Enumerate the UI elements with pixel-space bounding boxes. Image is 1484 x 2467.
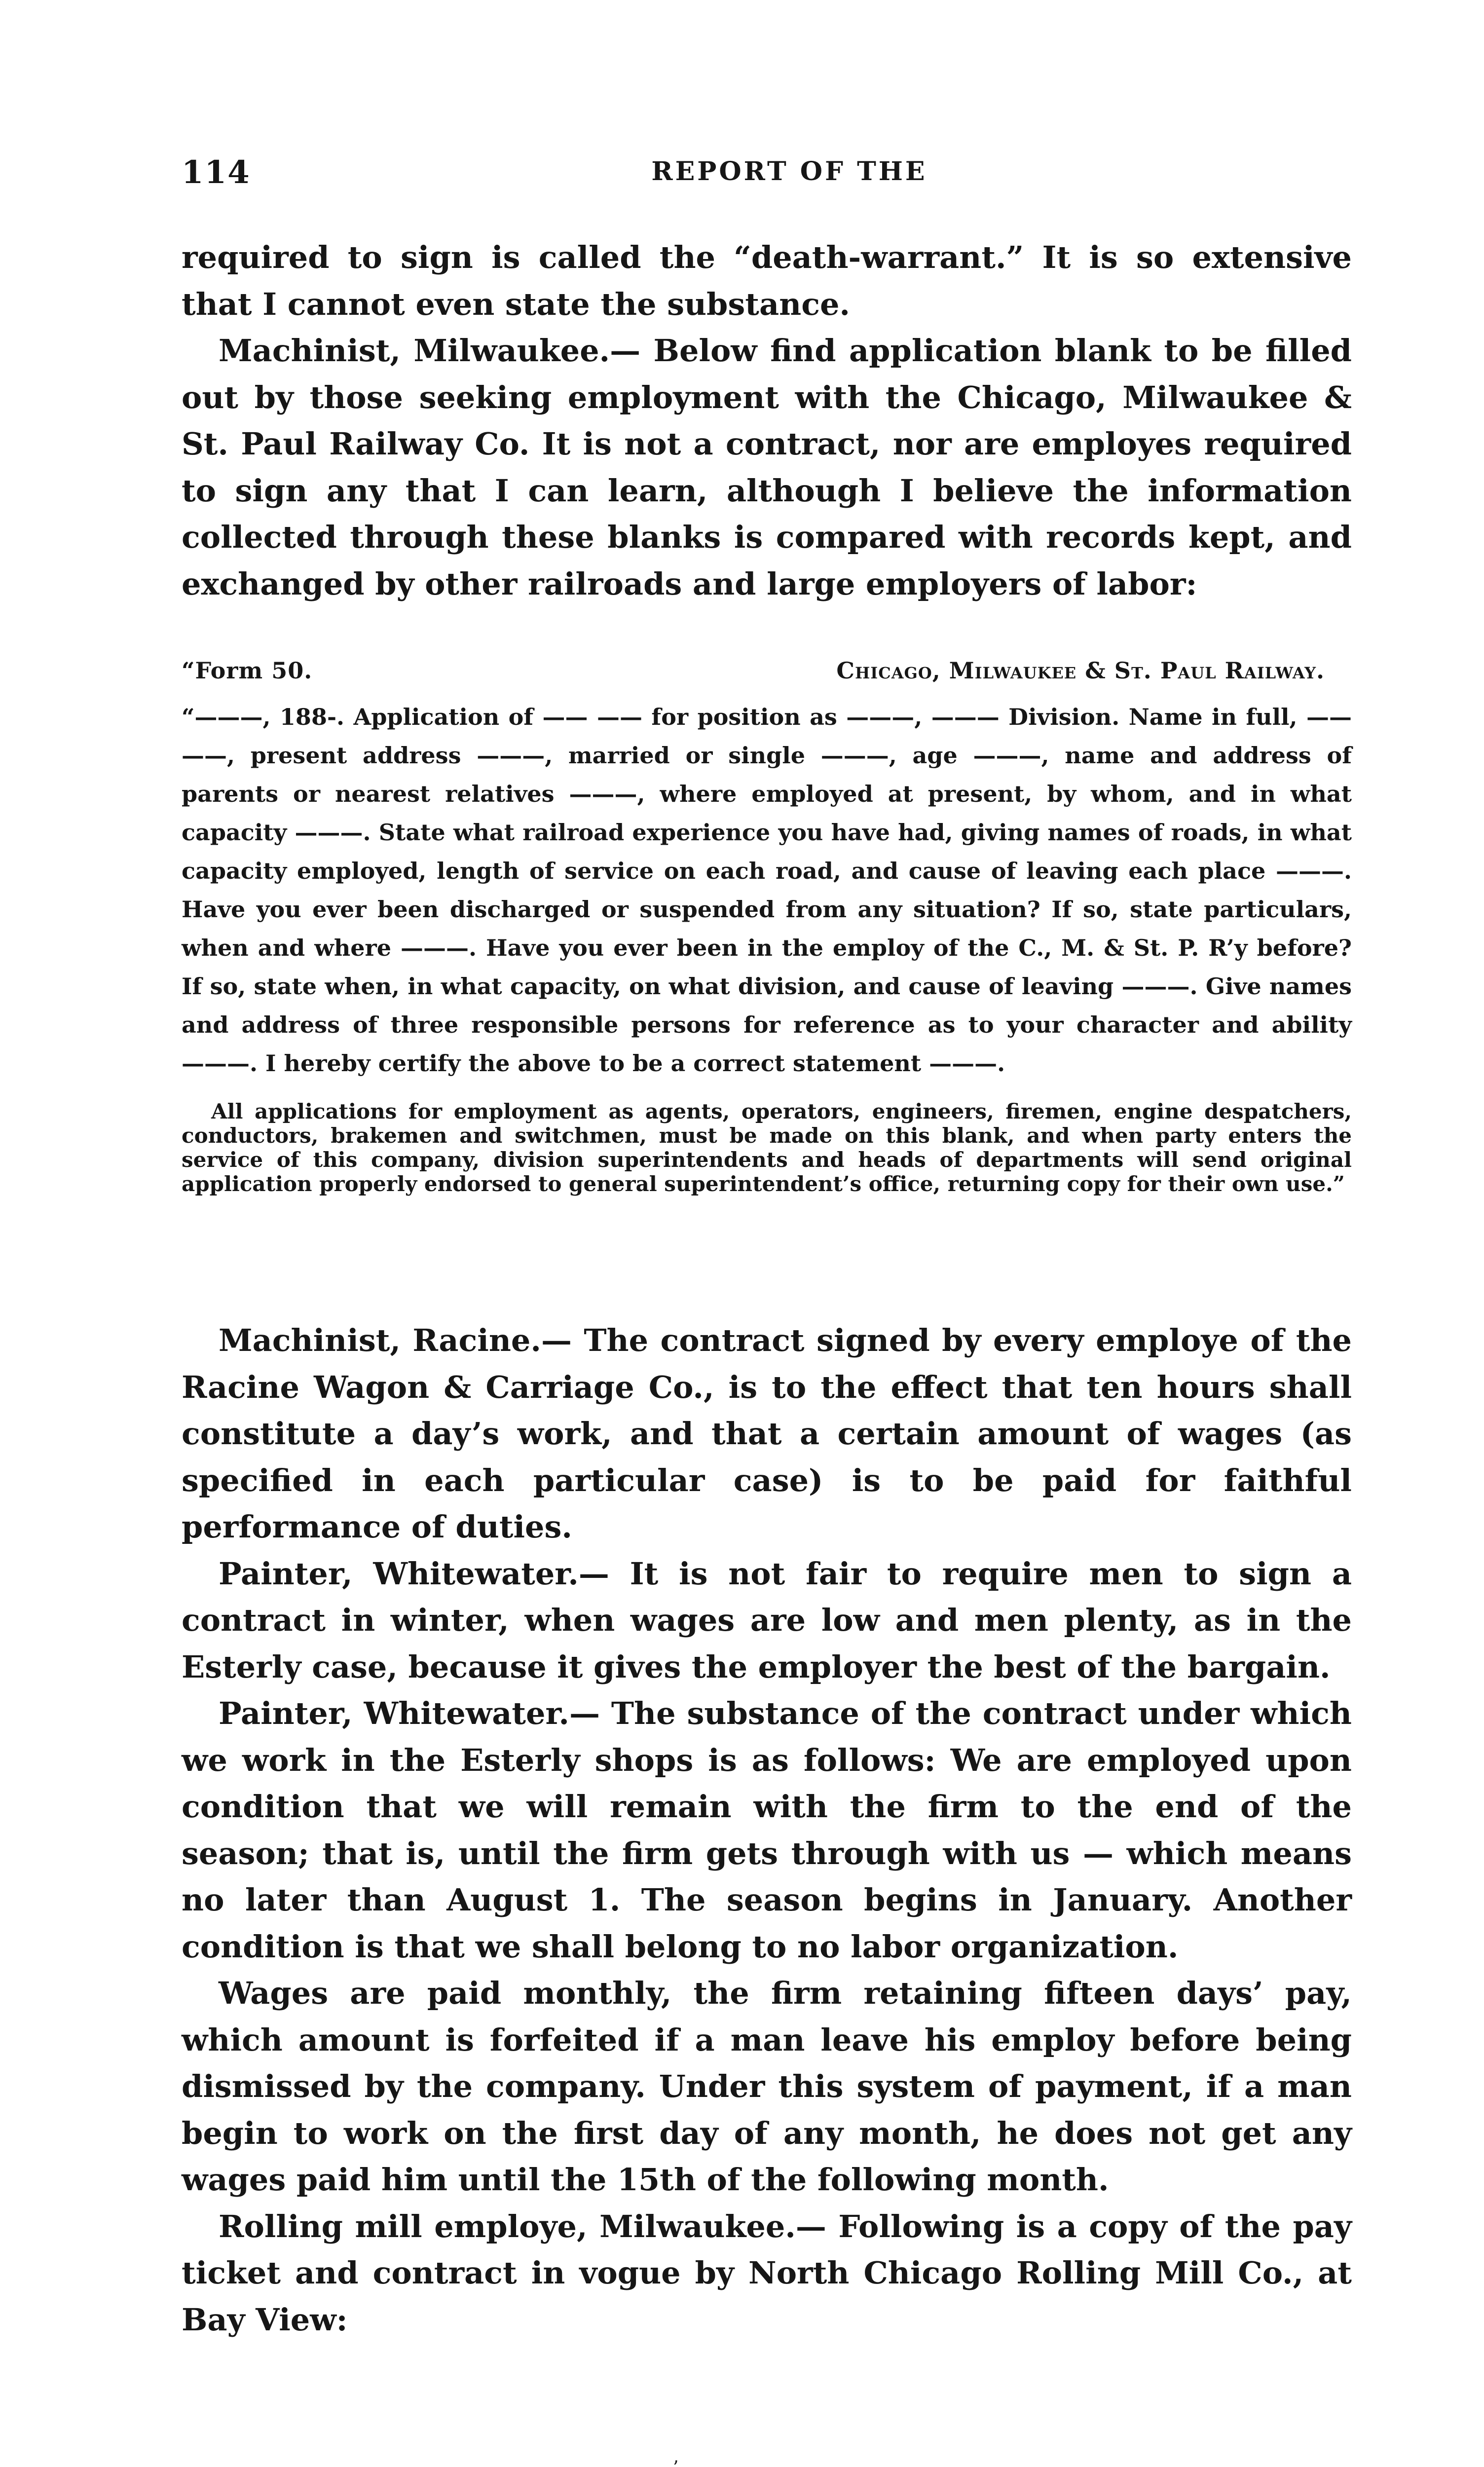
application-form	[182, 657, 1352, 1196]
page-mark	[673, 2459, 677, 2467]
railway-name: Chicago, Milwaukee & St. Paul Railway.	[836, 657, 1325, 684]
paragraph-wages: Wages are paid monthly, the firm retaining fifteen days’ pay, which amount is forfeited if a man leave his employ before being dismissed by the company. Under this system of payment, if a man begin to work on the first day of any month, he does not get any wages paid him until the 15th of the following month.	[182, 1975, 1352, 2198]
form-note: All applications for employment as agents, operators, engineers, firemen, engine despatchers, conductors, brakemen and switchmen, must be made on this blank, and when party enters the service of this company, division superintendents and heads of departments will send original application properly endorsed to general superintendent’s office, returning copy for their own use.”	[182, 1099, 1352, 1196]
paragraph-rolling-mill: Rolling mill employe, Milwaukee.— Following is a copy of the pay ticket and contract in vogue by North Chicago Rolling Mill Co., at Bay View:	[182, 2208, 1352, 2338]
page-number: 114	[182, 154, 251, 191]
paragraph-painter-whitewater-1: Painter, Whitewater.— It is not fair to require men to sign a contract in winter, when wages are low and men plenty, as in the Esterly case, because it gives the employer the best of the bargain.	[182, 1555, 1352, 1685]
form-body: “———, 188-. Application of —— —— for position as ———, ——— Division. Name in full, —— ——, present address ———, married or single ———, age ———, name and address of parents or nearest relatives ———, where employed at present, by whom, and in what capacity ———. State what railroad experience you have had, giving names of roads, in what capacity employed, length of service on each road, and cause of leaving each place ———. Have you ever been discharged or suspended from any situation? If so, state particulars, when and where ———. Have you ever been in the employ of the C., M. & St. P. R’y before? If so, state when, in what capacity, on what division, and cause of leaving ———. Give names and address of three responsible persons for reference as to your character and ability ———. I hereby certify the above to be a correct statement ———.	[182, 704, 1352, 1077]
bottom-text	[182, 1317, 1352, 2343]
paragraph-machinist-racine: Machinist, Racine.— The contract signed by every employe of the Racine Wagon & Carriage Co., is to the effect that ten hours shall constitute a day’s work, and that a certain amount of wages (as specified in each particular case) is to be paid for faithful performance of duties.	[182, 1322, 1352, 1545]
running-head: REPORT OF THE	[651, 156, 928, 187]
paragraph-machinist-milwaukee: Machinist, Milwaukee.— Below find application blank to be filled out by those seeking employment with the Chicago, Milwaukee & St. Paul Railway Co. It is not a contract, nor are employes required to sign any that I can learn, although I believe the information collected through these blanks is compared with records kept, and exchanged by other railroads and large employers of labor:	[182, 333, 1352, 602]
form-header	[182, 657, 1352, 698]
form-number: “Form 50.	[182, 657, 313, 684]
top-text	[182, 234, 1352, 607]
paragraph-painter-whitewater-2: Painter, Whitewater.— The substance of the contract under which we work in the Esterly shops is as follows: We are employed upon condition that we will remain with the firm to the end of the season; that is, until the firm gets through with us — which means no later than August 1. The season begins in January. Another condition is that we shall belong to no labor organization.	[182, 1695, 1352, 1965]
paragraph-death-warrant: required to sign is called the “death-warrant.” It is so extensive that I cannot even state the substance.	[182, 239, 1352, 322]
